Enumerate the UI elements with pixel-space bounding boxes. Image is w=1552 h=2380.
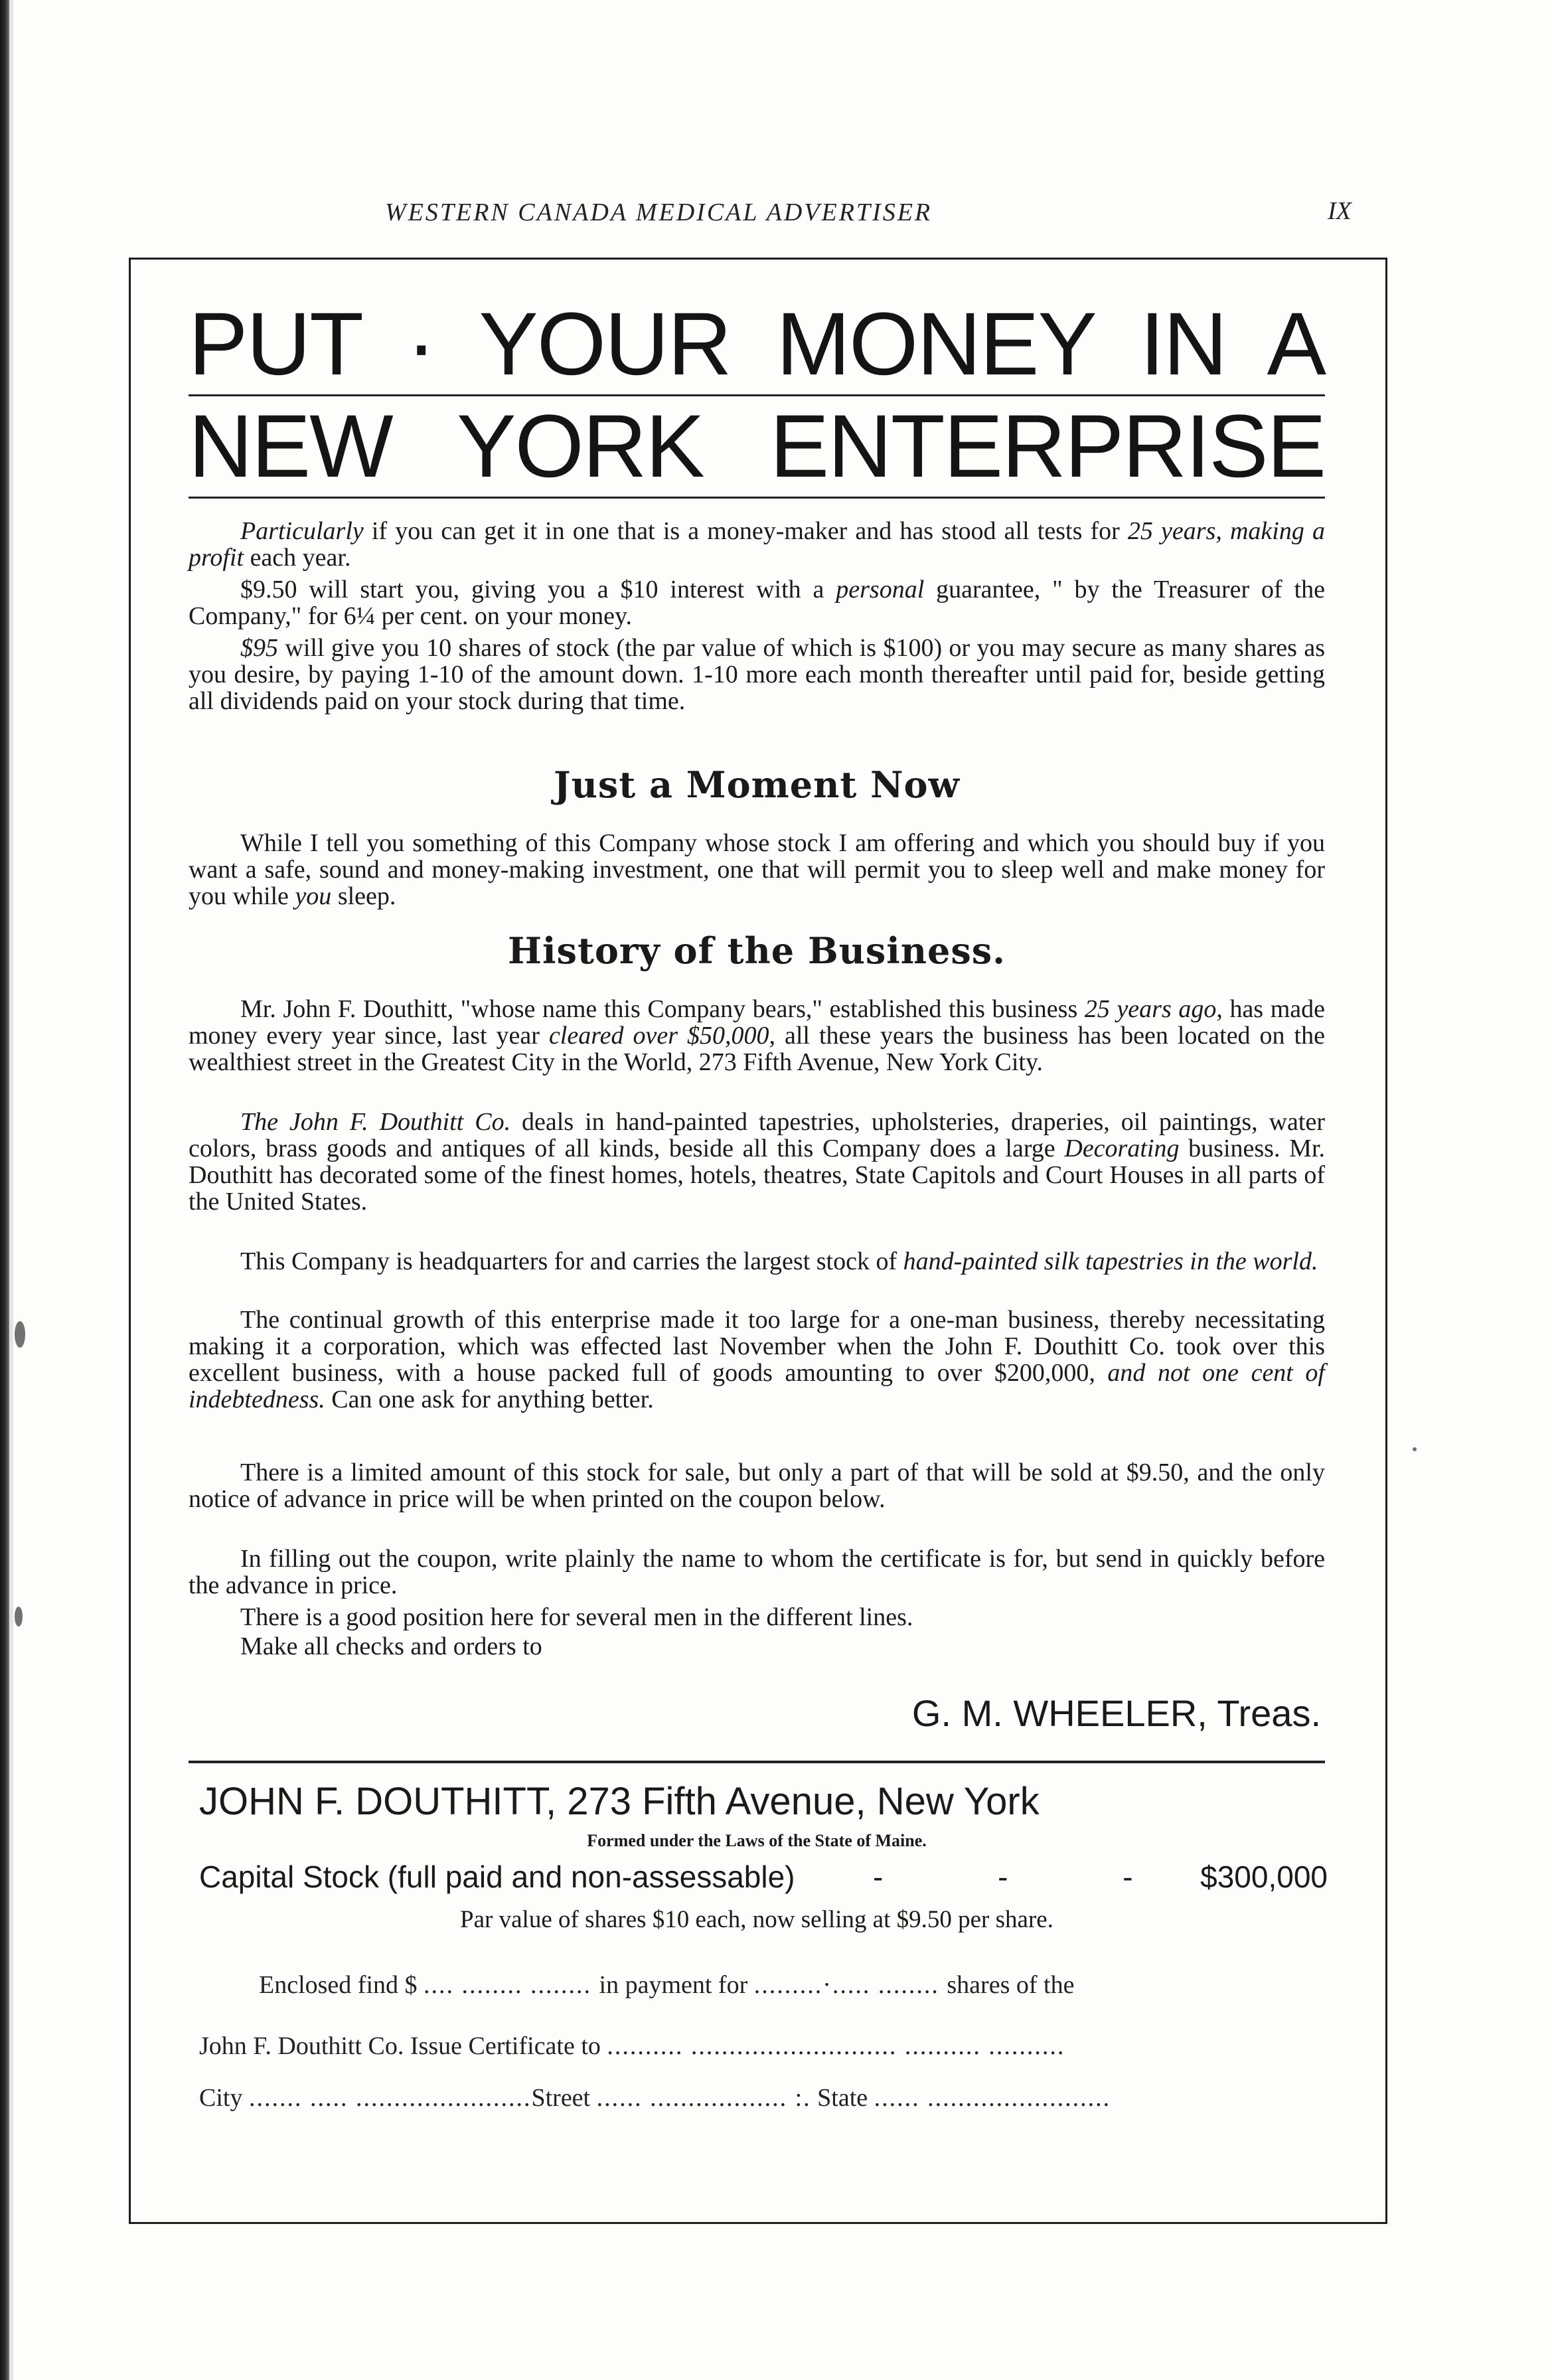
history-paragraph-1	[189, 996, 1325, 1075]
history-paragraph-3	[189, 1248, 1325, 1275]
history-paragraph-5: There is a limited amount of this stock for sale, but only a part of that will be sold at $9.50, and the only notice of advance in price will be when printed on the coupon below.	[189, 1459, 1325, 1513]
intro-p2-end: guarantee, " by the Treasurer of the Company," for 6¼ per cent. on your money.	[189, 576, 1325, 630]
history-p2-emphasis-2: Decorating	[1064, 1135, 1180, 1162]
headline-rule-1	[189, 394, 1325, 396]
intro-p2-text: $9.50 will start you, giving you a $10 interest with a	[240, 576, 836, 603]
coupon-certificate-label: John F. Douthitt Co. Issue Certificate to	[199, 2032, 601, 2060]
moment-emphasis: you	[295, 882, 332, 910]
history-p1-emphasis-2: cleared over $50,000	[548, 1022, 769, 1050]
history-paragraph-8: Make all checks and orders to	[240, 1632, 542, 1660]
coupon-city-label: City	[199, 2084, 243, 2112]
coupon-line-amount	[259, 1970, 1074, 2000]
heading-history: History of the Business.	[508, 929, 1006, 972]
par-value-note: Par value of shares $10 each, now selling at $9.50 per share.	[460, 1906, 1053, 1933]
intro-p1-end: each year.	[244, 544, 351, 572]
history-p2-end: business. Mr. Douthitt has decorated some of the finest homes, hotels, theatres, State Capitols and Court Houses in all parts of the United States.	[189, 1135, 1326, 1216]
moment-paragraph	[189, 830, 1325, 910]
coupon-divider	[189, 1761, 1325, 1763]
intro-p3-text: will give you 10 shares of stock (the par value of which is $100) or you may secure as many shares as you desire, by paying 1-10 of the amount down. 1-10 more each month thereafter until paid for, beside getting all dividends paid on your stock during that time.	[189, 634, 1325, 715]
history-paragraph-4	[189, 1307, 1325, 1413]
capital-stock-label: Capital Stock (full paid and non-assessable)	[199, 1860, 795, 1894]
intro-p1-emphasis: 25 years, making a profit	[189, 517, 1325, 572]
coupon-shares-label: shares of the	[947, 1971, 1075, 1999]
capital-stock-row	[199, 1859, 1328, 1895]
headline-rule-2	[189, 497, 1325, 499]
history-p1-end: , all these years the business has been located on the wealthiest street in the Greatest City in the World, 273 Fifth Avenue, New York City.	[189, 1022, 1325, 1076]
running-head: WESTERN CANADA MEDICAL ADVERTISER	[385, 198, 933, 226]
history-p2-emphasis-1: The John F. Douthitt Co.	[240, 1108, 511, 1136]
history-paragraph-7: There is a good position here for several men in the different lines.	[240, 1603, 913, 1631]
coupon-city-blank[interactable]: ....... ..... .......................	[248, 2084, 532, 2112]
page-spine-shadow	[0, 0, 9, 2380]
history-p1-emphasis-1: 25 years ago	[1084, 995, 1217, 1023]
coupon-state-blank[interactable]: ...... ........................	[874, 2084, 1111, 2112]
intro-paragraph-3	[189, 635, 1325, 714]
heading-just-a-moment: Just a Moment Now	[554, 763, 960, 806]
coupon-enclosed-label: Enclosed find $	[259, 1971, 418, 1999]
print-speck	[1413, 1447, 1417, 1451]
coupon-shares-blank[interactable]: .........·..... ........	[753, 1971, 947, 1999]
history-p1-text: Mr. John F. Douthitt, "whose name this Company bears," established this business	[240, 995, 1085, 1023]
history-p3-emphasis: hand-painted silk tapestries in the world.	[903, 1247, 1318, 1275]
history-p1-mid: , has made money every year since, last year	[189, 995, 1325, 1050]
coupon-certificate-blank[interactable]: .......... ........................... .......... ..........	[607, 2032, 1065, 2060]
capital-stock-amount: $300,000	[1200, 1860, 1328, 1894]
intro-p2-emphasis: personal	[836, 576, 925, 603]
intro-paragraph-2	[189, 576, 1325, 629]
print-smudge	[15, 1321, 25, 1348]
signature-treasurer: G. M. WHEELER, Treas.	[911, 1692, 1321, 1734]
headline-line-2: NEW YORK ENTERPRISE	[189, 397, 1325, 496]
intro-paragraph-1	[189, 518, 1325, 571]
print-smudge	[15, 1607, 23, 1626]
history-paragraph-6: In filling out the coupon, write plainly the name to whom the certificate is for, but send in quickly before the advance in price.	[189, 1545, 1325, 1599]
history-p4-end: Can one ask for anything better.	[325, 1386, 654, 1413]
moment-end: sleep.	[331, 882, 396, 910]
history-p4-emphasis: and not one cent of indebtedness.	[189, 1359, 1325, 1413]
coupon-payment-label: in payment for	[599, 1971, 748, 1999]
history-paragraph-2	[189, 1109, 1325, 1215]
intro-lead-word: Particularly	[240, 517, 364, 545]
coupon-company-title: JOHN F. DOUTHITT, 273 Fifth Avenue, New York	[199, 1780, 1040, 1823]
coupon-line-certificate	[199, 2031, 1065, 2061]
history-p2-mid: deals in hand-painted tapestries, upholsteries, draperies, oil paintings, water colors, brass goods and antiques of all kinds, beside all this Company does a large	[189, 1108, 1325, 1162]
coupon-street-label: Street	[531, 2084, 591, 2112]
history-p3-text: This Company is headquarters for and carries the largest stock of	[240, 1247, 903, 1275]
capital-stock-dashes: - - -	[873, 1860, 1186, 1894]
coupon-state-label: State	[817, 2084, 868, 2112]
history-p4-text: The continual growth of this enterprise made it too large for a one-man business, thereby necessitating making it a corporation, which was effected last November when the John F. Douthitt Co. took over this excellent business, with a house packed full of goods amounting to over $200,000,	[189, 1306, 1325, 1387]
intro-p3-emphasis: $95	[240, 634, 278, 662]
intro-p1-text: if you can get it in one that is a money-maker and has stood all tests for	[363, 517, 1128, 545]
coupon-amount-blank[interactable]: .... ........ ........	[424, 1971, 599, 1999]
coupon-street-blank[interactable]: ...... .................. :.	[596, 2084, 811, 2112]
coupon-line-address	[199, 2083, 1111, 2112]
moment-text: While I tell you something of this Company whose stock I am offering and which you should buy if you want a safe, sound and money-making investment, one that will permit you to sleep well and make money for you while	[189, 829, 1325, 910]
page-spine-edge	[9, 0, 13, 2380]
headline-line-1: PUT · YOUR MONEY IN A	[189, 295, 1325, 394]
page-folio: IX	[1328, 197, 1352, 225]
coupon-formed-note: Formed under the Laws of the State of Maine.	[587, 1831, 927, 1850]
